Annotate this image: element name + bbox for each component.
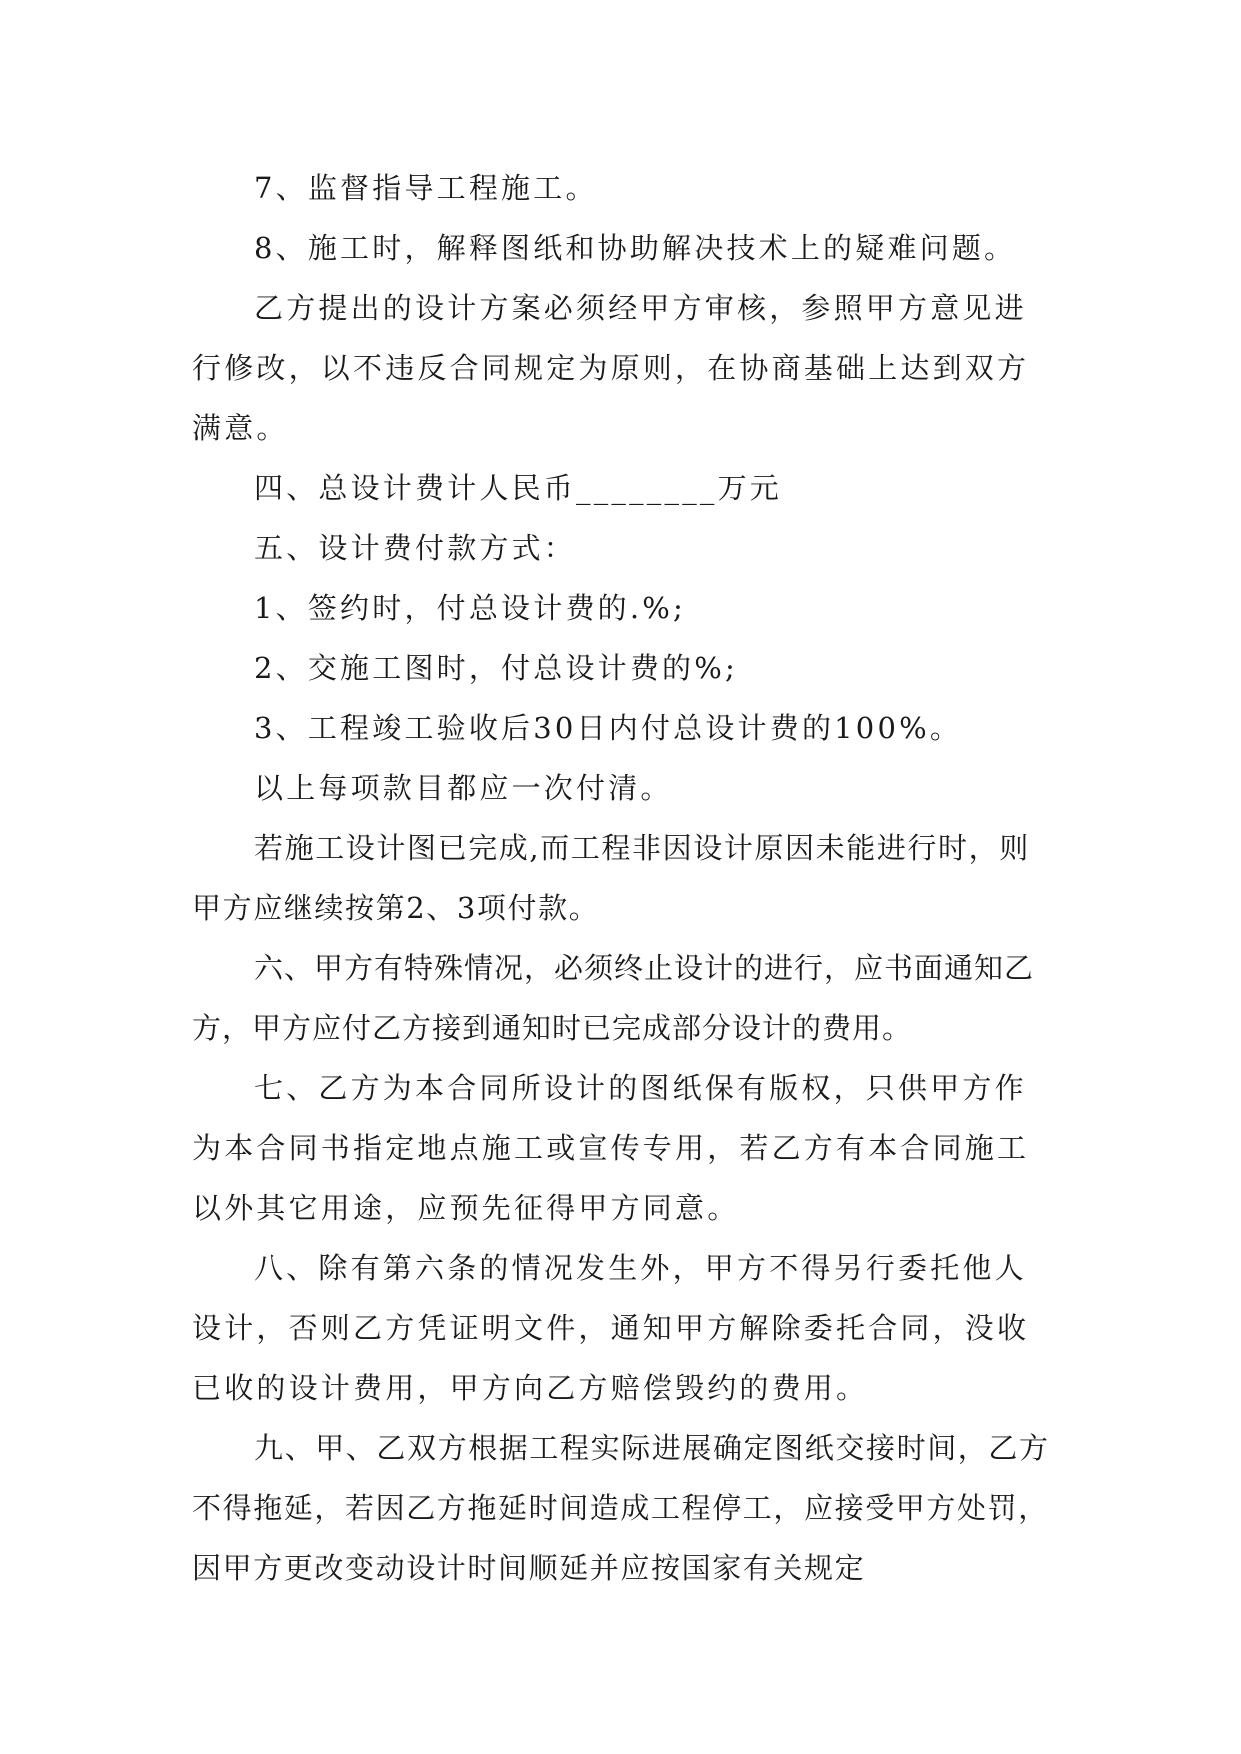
paragraph-total-fee: 四、总设计费计人民币________万元 — [254, 471, 783, 505]
paragraph-clause-7: 七、乙方为本合同所设计的图纸保有版权，只供甲方作为本合同书指定地点施工或宣传专用，若乙方有本合同施工以外其它用途，应预先征得甲方同意。 — [192, 1071, 1030, 1225]
paragraph-item-7: 7、监督指导工程施工。 — [254, 171, 598, 205]
paragraph-payment-2: 2、交施工图时，付总设计费的%; — [254, 651, 738, 685]
paragraph-design-review: 乙方提出的设计方案必须经甲方审核，参照甲方意见进行修改，以不违反合同规定为原则，在协商基础上达到双方满意。 — [192, 291, 1030, 445]
paragraph-payment-3: 3、工程竣工验收后30日内付总设计费的100%。 — [254, 711, 963, 745]
paragraph-clause-6: 六、甲方有特殊情况，必须终止设计的进行，应书面通知乙方，甲方应付乙方接到通知时已完成部分设计的费用。 — [192, 951, 1035, 1045]
paragraph-payment-method: 五、设计费付款方式： — [254, 531, 577, 565]
paragraph-clause-8: 八、除有第六条的情况发生外，甲方不得另行委托他人设计，否则乙方凭证明文件，通知甲方解除委托合同，没收已收的设计费用，甲方向乙方赔偿毁约的费用。 — [192, 1251, 1030, 1405]
paragraph-payment-1: 1、签约时，付总设计费的.%; — [254, 591, 686, 625]
paragraph-continue-payment: 若施工设计图已完成,而工程非因设计原因未能进行时，则甲方应继续按第2、3项付款。 — [192, 831, 1030, 925]
paragraph-item-8: 8、施工时，解释图纸和协助解决技术上的疑难问题。 — [254, 231, 1017, 265]
paragraph-clause-9: 九、甲、乙双方根据工程实际进展确定图纸交接时间，乙方不得拖延，若因乙方拖延时间造成工程停工，应接受甲方处罚，因甲方更改变动设计时间顺延并应按国家有关规定 — [192, 1431, 1050, 1585]
paragraph-pay-in-full: 以上每项款目都应一次付清。 — [254, 771, 673, 805]
document-body — [192, 158, 1050, 1598]
